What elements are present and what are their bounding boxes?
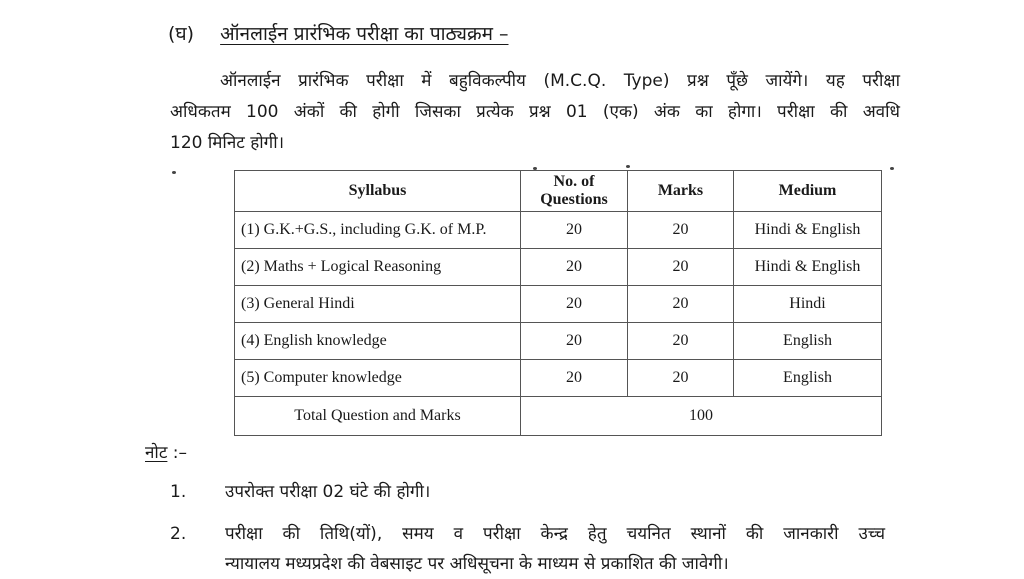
cell-syllabus: (3) General Hindi	[235, 286, 521, 323]
table-row	[235, 323, 882, 360]
total-value: 100	[521, 397, 882, 436]
note-heading	[145, 440, 187, 463]
table-row	[235, 360, 882, 397]
header-medium: Medium	[734, 171, 882, 212]
cell-medium: Hindi	[734, 286, 882, 323]
cell-questions: 20	[521, 286, 628, 323]
cell-marks: 20	[628, 212, 734, 249]
section-title: ऑनलाईन प्रारंभिक परीक्षा का पाठ्यक्रम –	[220, 23, 509, 45]
cell-marks: 20	[628, 360, 734, 397]
table-row	[235, 286, 882, 323]
header-syllabus: Syllabus	[235, 171, 521, 212]
intro-paragraph	[170, 66, 900, 159]
note-label: नोट	[145, 443, 168, 463]
cell-medium: English	[734, 323, 882, 360]
header-questions-line: Questions	[540, 191, 608, 208]
table-total-row	[235, 397, 882, 436]
header-questions-line: No. of	[553, 173, 595, 190]
note-item-line: न्यायालय मध्यप्रदेश की वेबसाइट पर अधिसूचना के माध्यम से प्रकाशित की जावेगी।	[225, 554, 729, 574]
cell-questions: 20	[521, 249, 628, 286]
total-label: Total Question and Marks	[235, 397, 521, 436]
header-questions	[521, 171, 628, 212]
paragraph-line: 120 मिनिट होगी।	[170, 133, 285, 153]
section-marker: (घ)	[168, 23, 195, 45]
cell-medium: Hindi & English	[734, 249, 882, 286]
cell-questions: 20	[521, 212, 628, 249]
cell-syllabus: (1) G.K.+G.S., including G.K. of M.P.	[235, 212, 521, 249]
table-row	[235, 212, 882, 249]
cell-medium: Hindi & English	[734, 212, 882, 249]
cell-marks: 20	[628, 249, 734, 286]
note-item	[170, 519, 885, 579]
note-item-number: 2.	[170, 524, 187, 544]
cell-medium: English	[734, 360, 882, 397]
cell-syllabus: (2) Maths + Logical Reasoning	[235, 249, 521, 286]
scan-speck	[626, 165, 630, 168]
note-item-number: 1.	[170, 482, 187, 502]
syllabus-table	[234, 170, 882, 436]
table-row	[235, 249, 882, 286]
paragraph-line: ऑनलाईन प्रारंभिक परीक्षा में बहुविकल्पीय (M.C.Q. Type) प्रश्न पूँछे जायेंगे। यह परीक्षा	[220, 71, 900, 91]
note-suffix: :–	[167, 443, 188, 463]
cell-questions: 20	[521, 323, 628, 360]
note-item-line: उपरोक्त परीक्षा 02 घंटे की होगी।	[225, 482, 431, 502]
table-header-row	[235, 171, 882, 212]
scan-speck	[890, 167, 894, 170]
scan-speck	[172, 171, 176, 174]
note-item-line: परीक्षा की तिथि(यों), समय व परीक्षा केन्द्र हेतु चयनित स्थानों की जानकारी उच्च	[225, 524, 885, 544]
cell-syllabus: (4) English knowledge	[235, 323, 521, 360]
cell-syllabus: (5) Computer knowledge	[235, 360, 521, 397]
header-marks: Marks	[628, 171, 734, 212]
section-heading	[168, 20, 509, 46]
cell-marks: 20	[628, 286, 734, 323]
note-item	[170, 477, 885, 507]
cell-questions: 20	[521, 360, 628, 397]
paragraph-line: अधिकतम 100 अंकों की होगी जिसका प्रत्येक प्रश्न 01 (एक) अंक का होगा। परीक्षा की अवधि	[170, 102, 900, 122]
cell-marks: 20	[628, 323, 734, 360]
